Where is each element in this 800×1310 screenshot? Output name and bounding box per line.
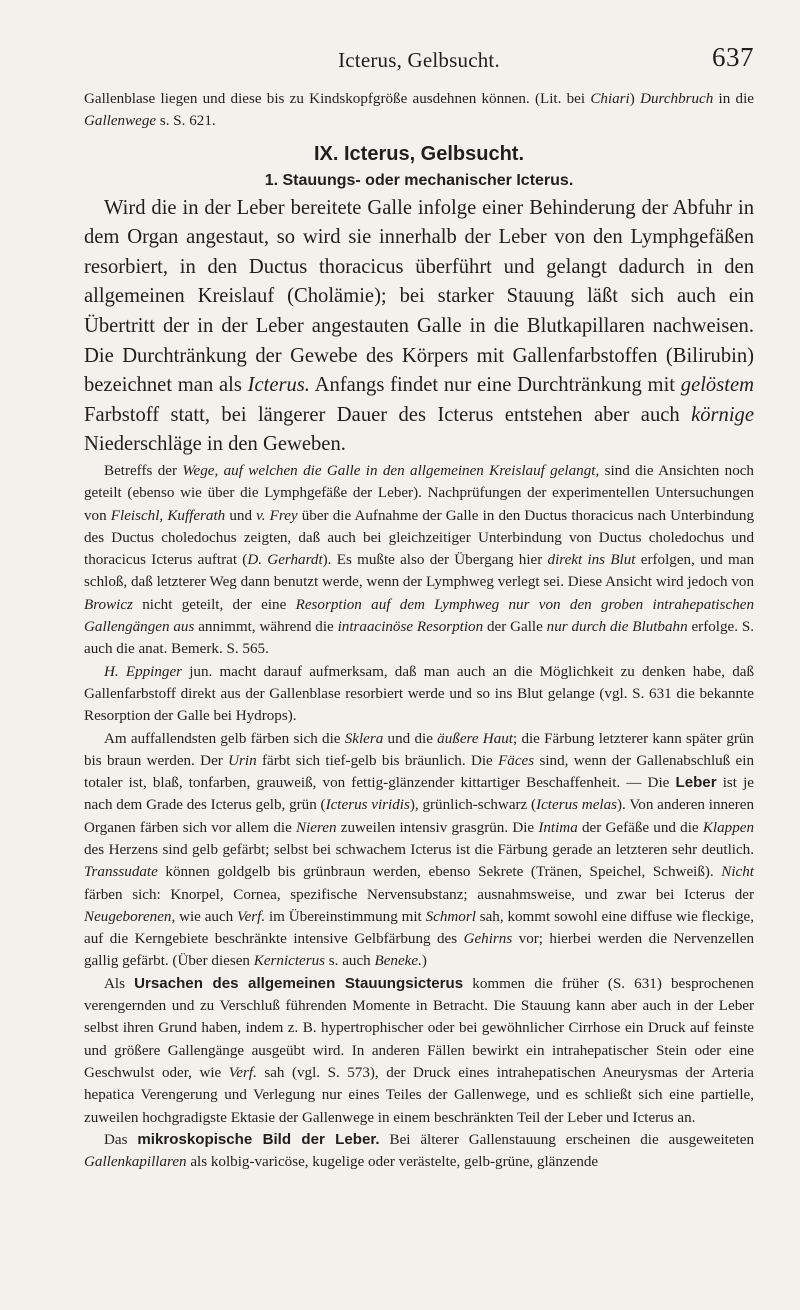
paragraph-faerbung: Am auffallendsten gelb färben sich die Sklera und die äußere Haut; die Färbung letzterer kann später grün bis braun werden. Der Urin färbt sich tief-gelb bis bräunlich. Die Fäces sind, wenn der Gallenabschluß ein totaler ist, blaß, tonfarben, grauweiß, von fettig-glänzender kittartiger Beschaffenheit. — Die Leber ist je nach dem Grade des Icterus gelb, grün (Icterus viridis), grünlich-schwarz (Icterus melas). Von anderen inneren Organen färben sich vor allem die Nieren zuweilen intensiv grasgrün. Die Intima der Gefäße und die Klappen des Herzens sind gelb gefärbt; selbst bei schwachem Icterus ist die Färbung gerade an letzteren sehr deutlich. Transsudate können goldgelb bis grünbraun werden, ebenso Sekrete (Tränen, Speichel, Schweiß). Nicht färben sich: Knorpel, Cornea, spezifische Nervensubstanz; ausnahmsweise, und zwar bei Icterus der Neugeborenen, wie auch Verf. im Übereinstimmung mit Schmorl sah, kommt sowohl eine diffuse wie fleckige, auf die Kerngebiete beschränkte intensive Gelbfärbung des Gehirns vor; hierbei werden die Nervenzellen gallig gefärbt. (Über diesen Kernicterus s. auch Beneke.) <box>84 730 755 970</box>
running-title: Icterus, Gelbsucht. <box>338 48 500 72</box>
section-heading: IX. Icterus, Gelbsucht. <box>313 142 525 165</box>
page-number: 637 <box>712 42 754 72</box>
intro-paragraph: Gallenblase liegen und diese bis zu Kindskopfgröße ausdehnen können. (Lit. bei Chiari) Durchbruch in die Gallenwege s. S. 621. <box>84 91 754 130</box>
paragraph-mikroskopisch: Das mikroskopische Bild der Leber. Bei älterer Gallenstauung erscheinen die ausgeweiteten Gallenkapillaren als kolbig-varicöse, kugelige oder verästelte, gelb-grüne, glänzende <box>84 1130 755 1171</box>
main-paragraph: Wird die in der Leber bereitete Galle infolge einer Behinderung der Abfuhr in dem Organ angestaut, so wird sie innerhalb der Leber von den Lymphgefäßen resorbiert, in den Ductus thoracicus überführt und gelangt dadurch in den allgemeinen Kreislauf (Cholämie); bei starker Stauung läßt sich auch ein Übertritt der in der Leber angestauten Galle in die Blutkapillaren nachweisen. Die Durchtränkung der Gewebe des Körpers mit Gallenfarbstoffen (Bilirubin) bezeichnet man als Icterus. Anfangs findet nur eine Durchtränkung mit gelöstem Farbstoff statt, bei längerer Dauer des Icterus entstehen aber auch körnige Niederschläge in den Geweben. <box>84 196 754 456</box>
paragraph-eppinger: H. Eppinger jun. macht darauf aufmerksam, daß man auch an die Möglichkeit zu denken habe, daß Gallenfarbstoff direkt aus der Gallenblase resorbiert werde und so ins Blut gelange (vgl. S. 631 die bekannte Resorption der Galle bei Hydrops). <box>84 663 754 725</box>
paragraph-ursachen: Als Ursachen des allgemeinen Stauungsicterus kommen die früher (S. 631) besprochenen verengernden und zu Verschluß führenden Momente in Betracht. Die Stauung kann aber auch in der Leber selbst ihren Grund haben, indem z. B. hypertrophischer oder bei gewöhnlicher Cirrhose ein Druck auf feinste und größere Gallengänge ausgeübt wird. In anderen Fällen bewirkt ein intrahepatischer Stein oder eine Geschwulst oder, wie Verf. sah (vgl. S. 573), der Druck eines intrahepatischen Aneurysmas der Arteria hepatica Verengerung und Verlegung nur eines Teiles der Gallenwege, und es schließt sich eine partielle, zuweilen hochgradigste Ektasie der Gallenwege in einem beschränkten Teil der Leber und Icterus an. <box>84 974 754 1126</box>
subsection-heading: 1. Stauungs- oder mechanischer Icterus. <box>264 171 574 189</box>
paragraph-wege: Betreffs der Wege, auf welchen die Galle in den allgemeinen Kreislauf gelangt, sind die Ansichten noch geteilt (ebenso wie über die Lymphgefäße der Leber). Nachprüfungen der experimentellen Untersuchungen von Fleischl, Kufferath und v. Frey über die Aufnahme der Galle in den Ductus thoracicus nach Unterbindung des Ductus choledochus zeigten, daß auch bei gleichzeitiger Unterbindung von Ductus choledochus und thoracicus Icterus auftrat (D. Gerhardt). Es mußte also der Übergang hier direkt ins Blut erfolgen, und man schloß, daß letzterer Weg dann benutzt werde, wenn der Lymphweg verlegt sei. Diese Ansicht wird jedoch von Browicz nicht geteilt, der eine Resorption auf dem Lymphweg nur von den groben intrahepatischen Gallengängen aus annimmt, während die intraacinöse Resorption der Galle nur durch die Blutbahn erfolge. S. auch die anat. Bemerk. S. 565. <box>84 462 755 658</box>
running-head <box>84 42 754 84</box>
